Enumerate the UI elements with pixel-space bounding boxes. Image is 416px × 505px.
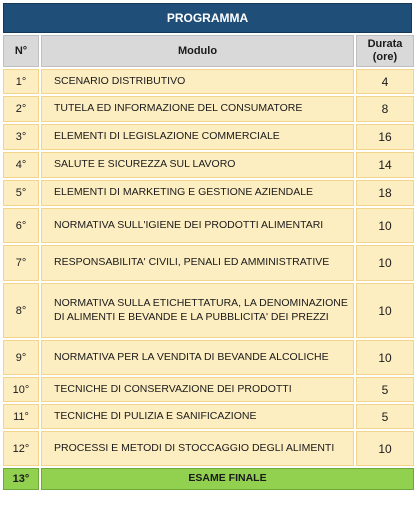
row-module: SALUTE E SICUREZZA SUL LAVORO <box>41 152 354 178</box>
row-number: 1° <box>3 69 39 94</box>
row-duration: 16 <box>356 124 414 150</box>
row-duration: 10 <box>356 208 414 243</box>
program-table <box>3 3 412 490</box>
row-number: 10° <box>3 377 39 402</box>
row-module: TECNICHE DI CONSERVAZIONE DEI PRODOTTI <box>41 377 354 402</box>
row-duration: 5 <box>356 404 414 429</box>
row-duration: 5 <box>356 377 414 402</box>
row-number: 9° <box>3 340 39 375</box>
row-duration: 10 <box>356 340 414 375</box>
row-duration: 18 <box>356 180 414 206</box>
row-module: NORMATIVA PER LA VENDITA DI BEVANDE ALCOLICHE <box>41 340 354 375</box>
row-module: NORMATIVA SULLA ETICHETTATURA, LA DENOMINAZIONE DI ALIMENTI E BEVANDE E LA PUBBLICITA' DEI PREZZI <box>41 283 354 338</box>
row-number: 11° <box>3 404 39 429</box>
header-num: N° <box>3 35 39 67</box>
row-module: ELEMENTI DI LEGISLAZIONE COMMERCIALE <box>41 124 354 150</box>
row-duration: 10 <box>356 245 414 281</box>
row-number: 7° <box>3 245 39 281</box>
program-grid <box>3 35 412 490</box>
row-duration: 8 <box>356 96 414 122</box>
row-module: TUTELA ED INFORMAZIONE DEL CONSUMATORE <box>41 96 354 122</box>
header-module: Modulo <box>41 35 354 67</box>
final-row-number: 13° <box>3 468 39 490</box>
row-duration: 10 <box>356 431 414 466</box>
row-duration: 10 <box>356 283 414 338</box>
header-duration: Durata (ore) <box>356 35 414 67</box>
row-number: 4° <box>3 152 39 178</box>
row-number: 8° <box>3 283 39 338</box>
row-module: TECNICHE DI PULIZIA E SANIFICAZIONE <box>41 404 354 429</box>
row-module: RESPONSABILITA' CIVILI, PENALI ED AMMINISTRATIVE <box>41 245 354 281</box>
row-number: 2° <box>3 96 39 122</box>
row-duration: 14 <box>356 152 414 178</box>
row-module: SCENARIO DISTRIBUTIVO <box>41 69 354 94</box>
row-number: 6° <box>3 208 39 243</box>
row-module: NORMATIVA SULL'IGIENE DEI PRODOTTI ALIMENTARI <box>41 208 354 243</box>
row-module: ELEMENTI DI MARKETING E GESTIONE AZIENDALE <box>41 180 354 206</box>
row-module: PROCESSI E METODI DI STOCCAGGIO DEGLI ALIMENTI <box>41 431 354 466</box>
row-number: 3° <box>3 124 39 150</box>
row-duration: 4 <box>356 69 414 94</box>
row-number: 5° <box>3 180 39 206</box>
row-number: 12° <box>3 431 39 466</box>
table-title: PROGRAMMA <box>3 3 412 33</box>
final-exam-label: ESAME FINALE <box>41 468 414 490</box>
